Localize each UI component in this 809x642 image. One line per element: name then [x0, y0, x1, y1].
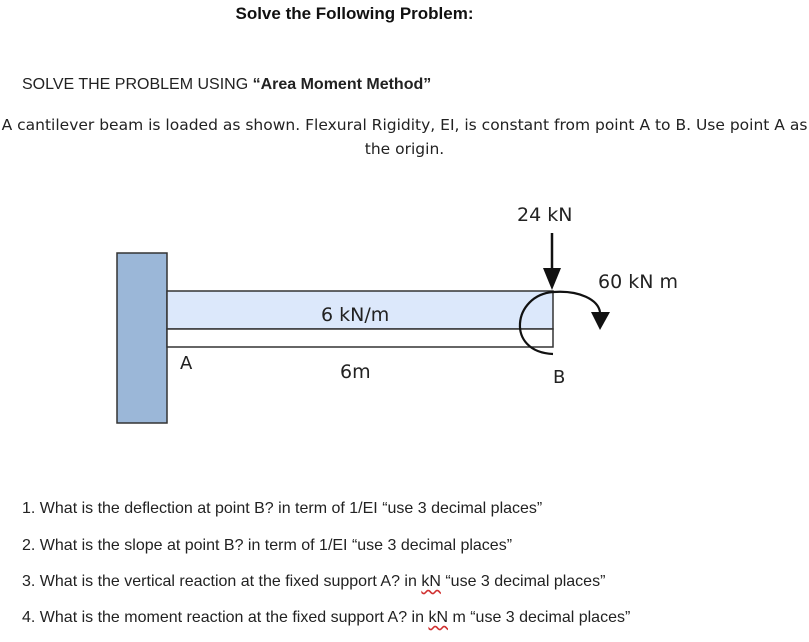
question-3-text: 3. What is the vertical reaction at the fixed support A? in: [22, 573, 422, 590]
question-2: 2. What is the slope at point B? in term of 1/EI “use 3 decimal places”: [22, 537, 513, 554]
moment-label: 60 kN m: [598, 271, 678, 293]
question-3: [22, 573, 605, 591]
point-load-label: 24 kN: [517, 204, 573, 226]
method-name: “Area Moment Method”: [252, 76, 432, 93]
page-title: Solve the Following Problem:: [235, 4, 474, 23]
length-label: 6m: [340, 361, 371, 383]
question-3-unit: kN: [421, 573, 441, 590]
question-4-suffix: m “use 3 decimal places”: [448, 609, 631, 626]
question-4-text: 4. What is the moment reaction at the fixed support A? in: [22, 609, 429, 626]
question-3-suffix: “use 3 decimal places”: [440, 573, 606, 590]
question-4: [22, 609, 630, 627]
distributed-load-label: 6 kN/m: [321, 304, 390, 326]
point-load-arrow: [543, 233, 561, 290]
fixed-support: [117, 253, 167, 423]
question-4-unit: kN: [428, 609, 448, 626]
method-prefix: SOLVE THE PROBLEM USING: [22, 76, 253, 93]
question-1: 1. What is the deflection at point B? in term of 1/EI “use 3 decimal places”: [22, 500, 543, 517]
beam: [167, 329, 553, 347]
point-b-label: B: [553, 367, 566, 388]
problem-description: A cantilever beam is loaded as shown. Flexural Rigidity, EI, is constant from point A to B. Use point A as the origin.: [1, 116, 808, 158]
point-a-label: A: [180, 353, 193, 374]
